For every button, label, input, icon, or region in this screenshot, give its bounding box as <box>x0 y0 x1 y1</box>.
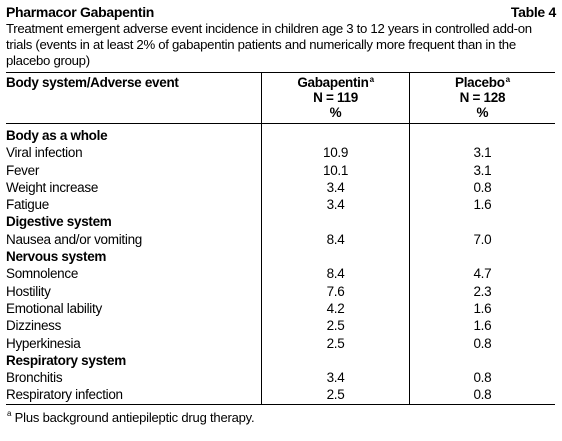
gabapentin-value: 3.4 <box>262 369 410 386</box>
gabapentin-value: 3.4 <box>262 196 410 213</box>
placebo-value: 4.7 <box>409 265 555 282</box>
event-name: Hyperkinesia <box>6 335 81 351</box>
gabapentin-value: 10.9 <box>262 144 410 161</box>
gabapentin-value: 4.2 <box>262 300 410 317</box>
group-placebo-cell <box>409 213 555 230</box>
table-row <box>6 265 555 282</box>
placebo-value: 0.8 <box>409 386 555 404</box>
header-event <box>6 73 262 124</box>
table-footnote <box>6 410 556 426</box>
adverse-event-table <box>6 72 555 405</box>
event-name: Nausea and/or vomiting <box>6 231 142 247</box>
event-name: Viral infection <box>6 145 83 161</box>
group-row <box>6 352 555 369</box>
table-row <box>6 300 555 317</box>
event-name: Hostility <box>6 283 51 299</box>
group-gabapentin-cell <box>262 248 410 265</box>
group-row <box>6 124 555 145</box>
group-row <box>6 213 555 230</box>
table-header <box>6 73 555 124</box>
group-label: Body as a whole <box>6 128 108 143</box>
table-caption: Treatment emergent adverse event incidence in children age 3 to 12 years in controlled add-on trials (events in at least 2% of gabapentin patients and numerically more frequent than in the placebo group) <box>6 21 532 68</box>
header-placebo-name: Placebo <box>454 75 505 90</box>
header-placebo-n: N = 128 <box>459 90 506 105</box>
table-row <box>6 335 555 352</box>
table-body <box>6 124 555 405</box>
header-placebo <box>409 73 555 124</box>
header-event-label: Body system/Adverse event <box>6 75 179 90</box>
table-row <box>6 386 555 404</box>
footnote-mark: a <box>7 409 12 419</box>
event-name: Fever <box>6 162 40 178</box>
group-label: Digestive system <box>6 214 112 230</box>
gabapentin-value: 8.4 <box>262 231 410 248</box>
gabapentin-value: 2.5 <box>262 335 410 352</box>
event-name: Emotional lability <box>6 300 102 316</box>
table-number: Table 4 <box>510 4 556 20</box>
gabapentin-value: 2.5 <box>262 386 410 404</box>
document-title: Pharmacor Gabapentin <box>6 4 155 20</box>
table-row <box>6 144 555 161</box>
gabapentin-value: 7.6 <box>262 283 410 300</box>
header-row <box>6 73 555 124</box>
placebo-value: 1.6 <box>409 300 555 317</box>
placebo-value: 7.0 <box>409 231 555 248</box>
header-gabapentin-n: N = 119 <box>313 90 358 105</box>
table-row <box>6 283 555 300</box>
title-row <box>6 4 556 21</box>
placebo-value: 2.3 <box>409 283 555 300</box>
group-label: Nervous system <box>6 249 107 265</box>
header-gabapentin-title <box>266 75 405 90</box>
footnote-text: Plus background antiepileptic drug therapy. <box>11 409 255 425</box>
group-placebo-cell <box>409 248 555 265</box>
header-placebo-title <box>414 75 551 90</box>
table-row <box>6 196 555 213</box>
event-name: Dizziness <box>6 318 62 334</box>
placebo-value: 0.8 <box>409 335 555 352</box>
placebo-value: 0.8 <box>409 179 555 196</box>
gabapentin-value: 8.4 <box>262 265 410 282</box>
gabapentin-value: 2.5 <box>262 317 410 334</box>
event-name: Weight increase <box>6 179 99 195</box>
group-placebo-cell <box>409 352 555 369</box>
header-placebo-unit: % <box>476 105 489 120</box>
table-row <box>6 179 555 196</box>
header-gabapentin <box>262 73 410 124</box>
placebo-value: 3.1 <box>409 144 555 161</box>
event-name: Somnolence <box>6 266 79 282</box>
placebo-value: 3.1 <box>409 162 555 179</box>
placebo-value: 1.6 <box>409 317 555 334</box>
gabapentin-value: 10.1 <box>262 162 410 179</box>
table-row <box>6 369 555 386</box>
group-gabapentin-cell <box>262 213 410 230</box>
group-label: Respiratory system <box>6 352 126 368</box>
event-name: Fatigue <box>6 197 49 213</box>
table-row <box>6 317 555 334</box>
placebo-value: 0.8 <box>409 369 555 386</box>
placebo-value: 1.6 <box>409 196 555 213</box>
header-placebo-footnote-mark: a <box>505 74 510 84</box>
header-gabapentin-name: Gabapentin <box>297 75 369 90</box>
gabapentin-value: 3.4 <box>262 179 410 196</box>
event-name: Respiratory infection <box>6 386 262 404</box>
group-gabapentin-cell <box>262 124 410 145</box>
header-gabapentin-footnote-mark: a <box>369 74 374 84</box>
group-gabapentin-cell <box>262 352 410 369</box>
header-gabapentin-unit: % <box>329 105 342 120</box>
group-placebo-cell <box>409 124 555 145</box>
table-row <box>6 162 555 179</box>
event-name: Bronchitis <box>6 370 63 386</box>
group-row <box>6 248 555 265</box>
table-row <box>6 231 555 248</box>
